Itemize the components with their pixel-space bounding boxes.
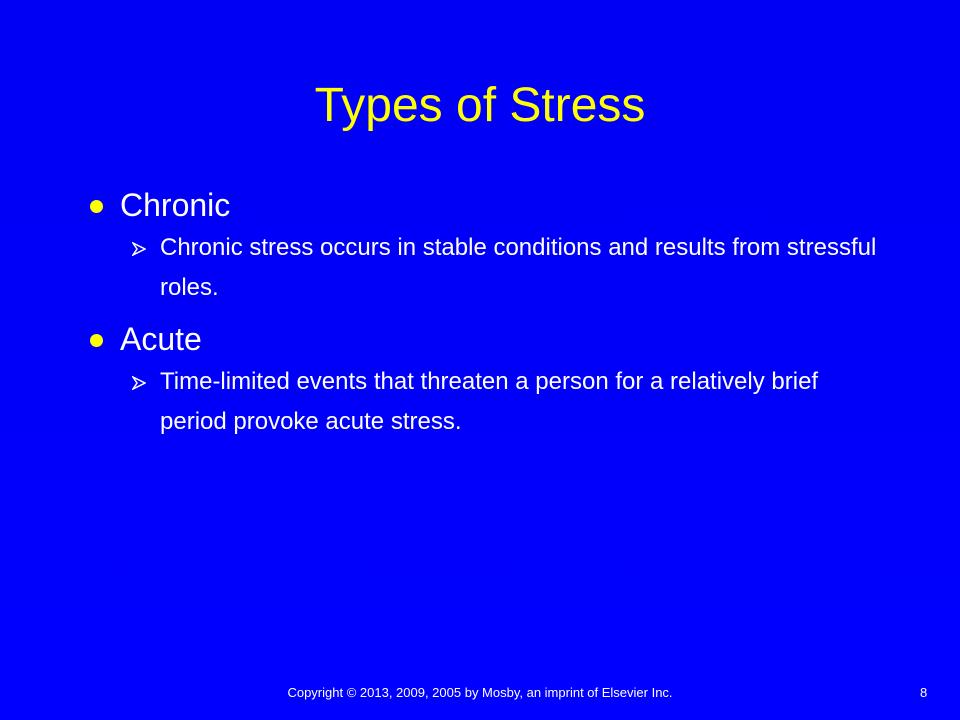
sub-bullet-chronic [132, 228, 888, 308]
slide-title: Types of Stress [314, 79, 646, 132]
sub-bullet-acute [132, 362, 888, 442]
arrow-bullet-icon [132, 376, 146, 390]
copyright-footer: Copyright © 2013, 2009, 2005 by Mosby, an imprint of Elsevier Inc. [287, 685, 673, 700]
bullet-label: Acute [120, 321, 202, 357]
bullet-label: Chronic [120, 187, 231, 223]
round-bullet-icon [90, 334, 103, 347]
bullet-acute [88, 320, 888, 358]
arrow-bullet-icon [132, 242, 146, 256]
round-bullet-icon [90, 200, 103, 213]
sub-bullet-text: Chronic stress occurs in stable conditions and results from stressful roles. [160, 234, 877, 301]
page-number: 8 [920, 685, 928, 700]
slide-content [88, 186, 888, 454]
sub-bullet-text: Time-limited events that threaten a person for a relatively brief period provoke acute stress. [160, 368, 819, 435]
bullet-chronic [88, 186, 888, 224]
